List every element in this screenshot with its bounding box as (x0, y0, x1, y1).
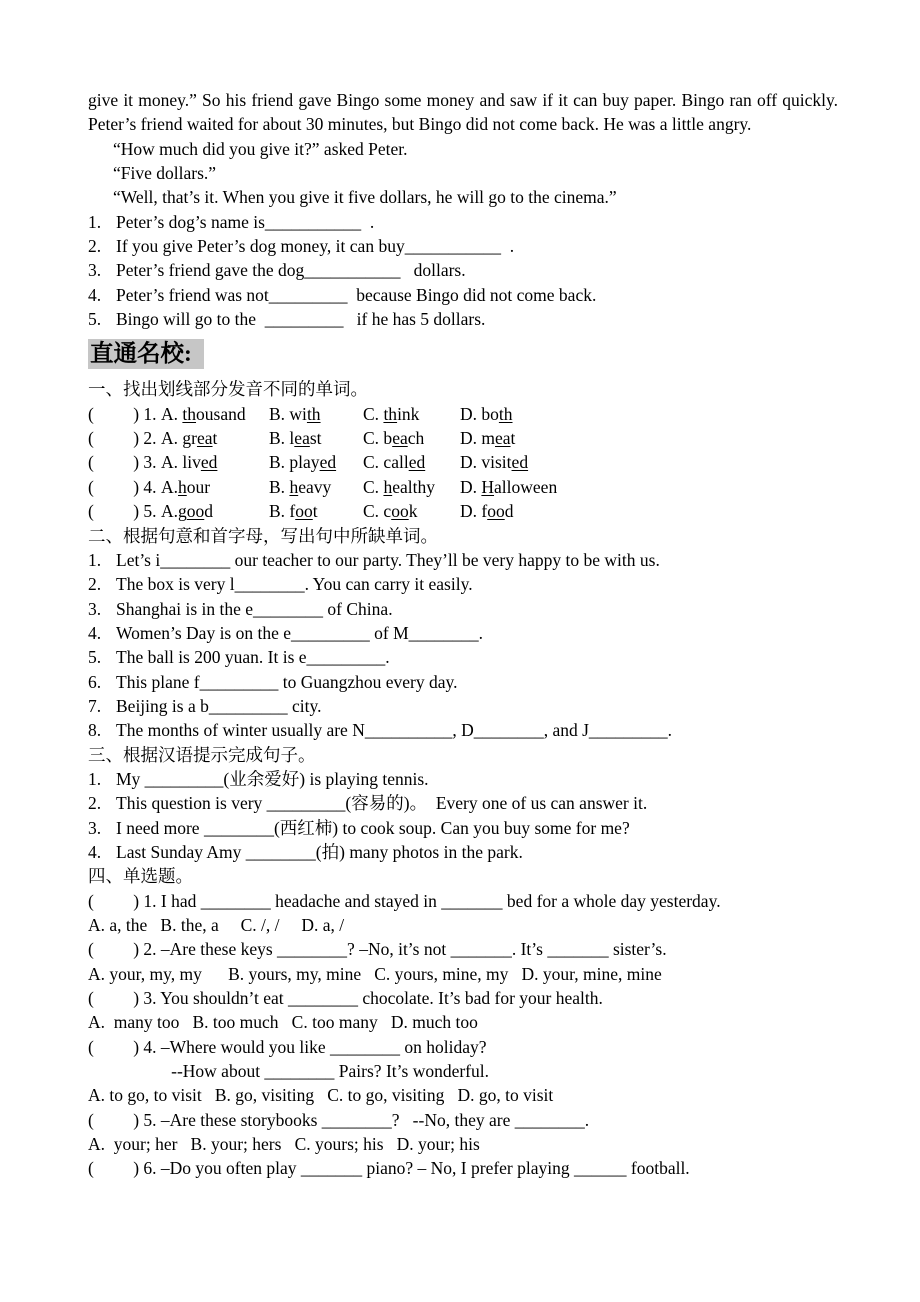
phonics-option: B. heavy (269, 476, 332, 497)
mc-choices: A. your, my, my B. yours, my, mine C. yours, mine, my D. your, mine, mine (88, 963, 662, 984)
multiple-choice-items (88, 889, 838, 1181)
chinese-hint-items (88, 767, 838, 864)
chinese-hint-item (88, 791, 838, 815)
chinese-hint-item (88, 816, 838, 840)
answer-paren: ( ) 4. (88, 476, 157, 497)
chinese-hint-item-text: This question is very _________(容易的)。 Every one of us can answer it. (116, 793, 648, 814)
phonics-option: C. think (363, 403, 420, 424)
fill-in-item (88, 718, 838, 742)
section2-heading: 二、根据句意和首字母，写出句中所缺单词。 (88, 525, 438, 546)
fill-in-item-number: 6. (88, 671, 102, 692)
fill-in-item-number: 7. (88, 695, 102, 716)
phonics-row (88, 475, 838, 499)
underlined-letters: oo (487, 501, 505, 522)
fill-in-item-text: Women’s Day is on the e_________ of M________. (116, 622, 484, 643)
chinese-hint-item-number: 4. (88, 841, 102, 862)
section-banner: 直通名校: (88, 339, 204, 369)
section1-heading: 一、找出划线部分发音不同的单词。 (88, 379, 368, 400)
phonics-option: A. lived (161, 452, 218, 473)
reading-question-text: Peter’s dog’s name is___________ . (116, 211, 375, 232)
fill-in-item-text: Let’s i________ our teacher to our party. They’ll be very happy to be with us. (116, 549, 660, 570)
reading-passage: give it money.” So his friend gave Bingo some money and saw if it can buy paper. Bingo ran off quickly. Peter’s friend waited for about 30 minutes, but Bingo did not come back. He was a little angry. (88, 90, 838, 135)
phonics-option: A. great (161, 428, 218, 449)
fill-in-item (88, 621, 838, 645)
dialogue-line: “Five dollars.” (113, 163, 217, 184)
phonics-option: C. called (363, 452, 426, 473)
fill-in-item (88, 670, 838, 694)
mc-choices: A. to go, to visit B. go, visiting C. to go, visiting D. go, to visit (88, 1085, 554, 1106)
chinese-hint-item-text: Last Sunday Amy ________(拍) many photos in the park. (116, 841, 523, 862)
fill-in-item-text: The months of winter usually are N__________, D________, and J_________. (116, 720, 673, 741)
underlined-letters: h (289, 476, 299, 497)
fill-in-item-number: 5. (88, 647, 102, 668)
dialogue-line: “How much did you give it?” asked Peter. (113, 138, 408, 159)
underlined-letters: oo (295, 501, 313, 522)
underlined-letters: th (498, 403, 513, 424)
chinese-hint-item-number: 2. (88, 793, 102, 814)
mc-question-stem: ( ) 4. –Where would you like ________ on holiday? (88, 1036, 487, 1057)
reading-question (88, 283, 838, 307)
reading-question-number: 2. (88, 236, 102, 257)
fill-in-item-number: 4. (88, 622, 102, 643)
underlined-letters: ea (495, 428, 511, 449)
section3-heading: 三、根据汉语提示完成句子。 (88, 744, 316, 765)
fill-in-item-text: The ball is 200 yuan. It is e_________. (116, 647, 390, 668)
underlined-letters: oo (391, 501, 409, 522)
underlined-letters: h (383, 476, 393, 497)
phonics-option: A.hour (161, 476, 211, 497)
phonics-option: A.good (161, 501, 214, 522)
dialogue-line: “Well, that’s it. When you give it five dollars, he will go to the cinema.” (113, 187, 617, 208)
underlined-letters: oo (186, 501, 205, 522)
mc-question-stem: ( ) 6. –Do you often play _______ piano? – No, I prefer playing ______ football. (88, 1158, 690, 1179)
fill-in-item-text: The box is very l________. You can carry it easily. (116, 574, 473, 595)
phonics-option: D. visited (460, 452, 529, 473)
fill-in-item (88, 597, 838, 621)
mc-choices: A. many too B. too much C. too many D. much too (88, 1012, 478, 1033)
mc-question-stem: ( ) 1. I had ________ headache and stayed in _______ bed for a whole day yesterday. (88, 890, 721, 911)
mc-choices: A. your; her B. your; hers C. yours; his D. your; his (88, 1134, 480, 1155)
phonics-option: C. healthy (363, 476, 435, 497)
answer-paren: ( ) 5. (88, 501, 157, 522)
chinese-hint-item (88, 767, 838, 791)
underlined-letters: th (383, 403, 398, 424)
reading-question-text: If you give Peter’s dog money, it can buy___________ . (116, 236, 515, 257)
phonics-option: C. cook (363, 501, 418, 522)
reading-question-text: Bingo will go to the _________ if he has 5 dollars. (116, 309, 486, 330)
chinese-hint-item-text: I need more ________(西红柿) to cook soup. Can you buy some for me? (116, 817, 630, 838)
fill-in-item (88, 572, 838, 596)
underlined-letters: ea (392, 428, 408, 449)
phonics-option: B. played (269, 452, 337, 473)
reading-question-number: 1. (88, 211, 102, 232)
answer-paren: ( ) 1. (88, 403, 157, 424)
underlined-letters: H (481, 476, 495, 497)
phonics-option: D. food (460, 501, 514, 522)
reading-question-number: 4. (88, 284, 102, 305)
reading-question-number: 5. (88, 309, 102, 330)
fill-in-item-text: Beijing is a b_________ city. (116, 695, 322, 716)
section4-heading: 四、单选题。 (88, 866, 193, 887)
reading-question-text: Peter’s friend gave the dog___________ dollars. (116, 260, 466, 281)
fill-in-item-number: 8. (88, 720, 102, 741)
mc-question-stem: ( ) 3. You shouldn’t eat ________ chocolate. It’s bad for your health. (88, 988, 603, 1009)
chinese-hint-item (88, 840, 838, 864)
mc-question-stem: ( ) 5. –Are these storybooks ________? --No, they are ________. (88, 1109, 590, 1130)
phonics-option: C. beach (363, 428, 425, 449)
fill-in-items (88, 548, 838, 743)
phonics-rows (88, 402, 838, 524)
underlined-letters: th (306, 403, 321, 424)
reading-question-text: Peter’s friend was not_________ because Bingo did not come back. (116, 284, 597, 305)
fill-in-item (88, 548, 838, 572)
mc-question-stem: ( ) 2. –Are these keys ________? –No, it’s not _______. It’s _______ sister’s. (88, 939, 667, 960)
fill-in-item-number: 1. (88, 549, 102, 570)
underlined-letters: h (178, 476, 187, 497)
underlined-letters: ed (200, 452, 218, 473)
underlined-letters: ea (196, 428, 213, 449)
phonics-row (88, 499, 838, 523)
fill-in-item-text: This plane f_________ to Guangzhou every day. (116, 671, 458, 692)
underlined-letters: ea (294, 428, 310, 449)
answer-paren: ( ) 2. (88, 428, 157, 449)
fill-in-item (88, 645, 838, 669)
reading-question (88, 307, 838, 331)
mc-question-stem: --How about ________ Pairs? It’s wonderful. (88, 1061, 489, 1082)
phonics-row (88, 450, 838, 474)
underlined-letters: ed (319, 452, 337, 473)
underlined-letters: ed (408, 452, 426, 473)
mc-choices: A. a, the B. the, a C. /, / D. a, / (88, 915, 345, 935)
answer-paren: ( ) 3. (88, 452, 157, 473)
underlined-letters: ed (511, 452, 529, 473)
reading-questions (88, 210, 838, 332)
phonics-option: A. thousand (161, 403, 246, 424)
underlined-letters: th (182, 403, 197, 424)
phonics-option: D. meat (460, 428, 516, 449)
phonics-option: B. with (269, 403, 321, 424)
phonics-row (88, 426, 838, 450)
banner-row (88, 339, 838, 370)
reading-question (88, 210, 838, 234)
phonics-option: B. foot (269, 501, 318, 522)
reading-question (88, 234, 838, 258)
phonics-row (88, 402, 838, 426)
fill-in-item-number: 2. (88, 574, 102, 595)
reading-question-number: 3. (88, 260, 102, 281)
phonics-option: D. Halloween (460, 476, 558, 497)
chinese-hint-item-number: 3. (88, 817, 102, 838)
fill-in-item-number: 3. (88, 598, 102, 619)
phonics-option: D. both (460, 403, 513, 424)
fill-in-item (88, 694, 838, 718)
fill-in-item-text: Shanghai is in the e________ of China. (116, 598, 393, 619)
reading-question (88, 258, 838, 282)
phonics-option: B. least (269, 428, 322, 449)
chinese-hint-item-text: My _________(业余爱好) is playing tennis. (116, 768, 429, 789)
chinese-hint-item-number: 1. (88, 768, 102, 789)
